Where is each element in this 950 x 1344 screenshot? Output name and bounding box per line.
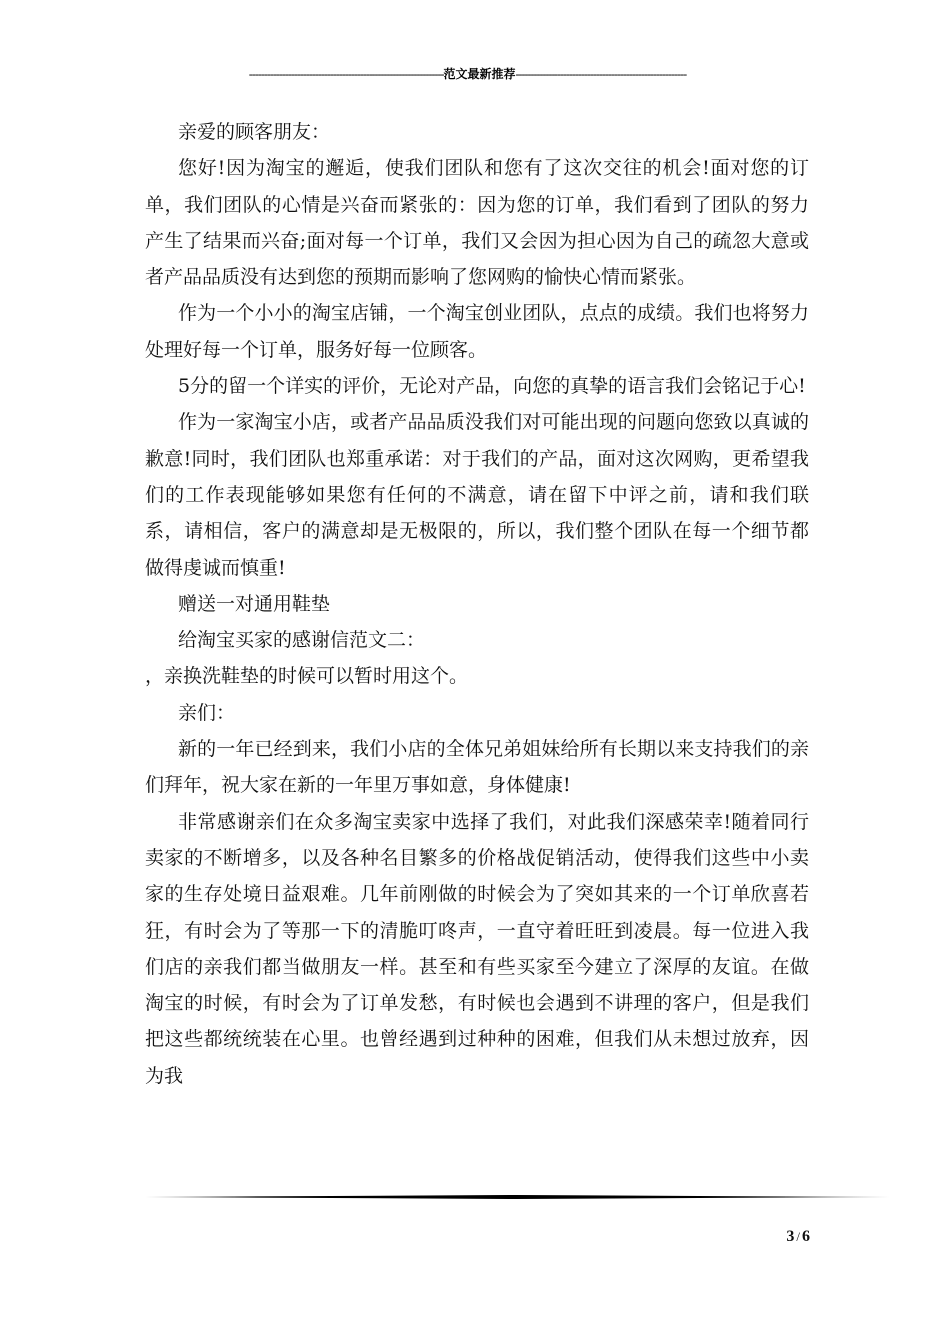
total-pages: 6 [802,1228,810,1245]
greeting: 亲们： [178,701,236,724]
paragraph: 新的一年已经到来，我们小店的全体兄弟姐妹给所有长期以来支持我们的亲们拜年，祝大家在新的一年里万事如意，身体健康! [145,738,809,797]
current-page: 3 [786,1228,795,1245]
greeting: 亲爱的顾客朋友： [178,121,331,143]
paragraph: 非常感谢亲们在众多淘宝卖家中选择了我们，对此我们深感荣幸!随着同行卖家的不断增多，以及各种名目繁多的价格战促销活动，使得我们这些中小卖家的生存处境日益艰难。几年前刚做的时候会为了突如其来的一个订单欣喜若狂，有时会为了等那一下的清脆叮咚声，一直守着旺旺到凌晨。每一位进入我们店的亲我们都当做朋友一样。甚至和有些买家至今建立了深厚的友谊。在做淘宝的时候，有时会为了订单发愁，有时候也会遇到不讲理的客户，但是我们把这些都统统装在心里。也曾经遇到过种种的困难，但我们从未想过放弃，因为我 [145,810,809,1087]
paragraph: 赠送一对通用鞋垫 [178,592,331,615]
page-separator: / [796,1229,800,1244]
footer-divider [145,1195,890,1199]
page-header [145,66,790,82]
page-number [760,1228,810,1246]
paragraph: 作为一个小小的淘宝店铺，一个淘宝创业团队，点点的成绩。我们也将努力处理好每一个订单，服务好每一位顾客。 [145,302,809,361]
header-dashes-right: --------------------------------------------------------- [515,67,687,81]
paragraph: 您好!因为淘宝的邂逅，使我们团队和您有了这次交往的机会!面对您的订单，我们团队的心情是兴奋而紧张的：因为您的订单，我们看到了团队的努力产生了结果而兴奋;面对每一个订单，我们又会因为担心因为自己的疏忽大意或者产品品质没有达到您的预期而影响了您网购的愉快心情而紧张。 [145,157,809,289]
header-dashes-left: ----------------------------------------------------------------- [248,67,444,81]
document-body [145,114,809,1094]
header-title: 范文最新推荐 [443,67,516,81]
section-title: 给淘宝买家的感谢信范文二： [178,629,426,652]
paragraph: 5分的留一个详实的评价，无论对产品，向您的真挚的语言我们会铭记于心! [178,375,806,398]
paragraph: ，亲换洗鞋垫的时候可以暂时用这个。 [145,665,469,688]
paragraph: 作为一家淘宝小店，或者产品品质没我们对可能出现的问题向您致以真诚的歉意!同时，我们团队也郑重承诺：对于我们的产品，面对这次网购，更希望我们的工作表现能够如果您有任何的不满意，请在留下中评之前，请和我们联系，请相信，客户的满意却是无极限的，所以，我们整个团队在每一个细节都做得虔诚而慎重! [145,411,809,579]
